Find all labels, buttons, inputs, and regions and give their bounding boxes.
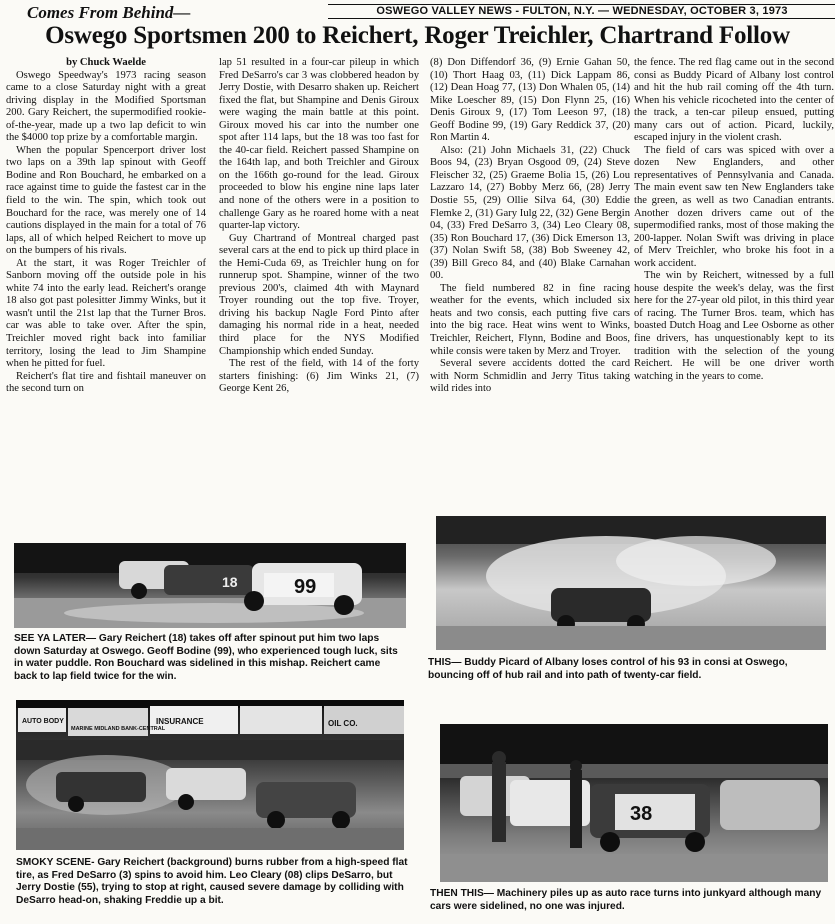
caption-photo-1: SEE YA LATER— Gary Reichert (18) takes off after spinout put him two laps down Saturday at Oswego. Geoff Bodine (99), who experienced tough luck, sits in water puddle. Ron Bouchard was sidelined in this mishap. Reichert came back to lap field twice for the win.: [14, 633, 398, 682]
paragraph: (8) Don Diffendorf 36, (9) Ernie Gahan 50, (10) Thort Haag 03, (11) Dick Lappam 86, (12) Dean Hoag 77, (13) Don Whalen 05, (14) Mike Loescher 89, (15) Don Flynn 25, (16) Denis Giroux 9, (17) Tom Leeson 97, (18) Geoff Bodine 99, (19) Gary Reddick 37, (20) Ron Martin 4.: [430, 57, 630, 144]
paragraph: The rest of the field, with 14 of the forty starters finishing: (6) Jim Winks 21, (7) George Kent 26,: [219, 358, 419, 395]
article-column-4: [634, 57, 834, 535]
sign-auto-body: AUTO BODY: [22, 718, 64, 725]
byline: by Chuck Waelde: [66, 57, 146, 68]
photo-reichert-spinout-image: [14, 543, 406, 628]
caption-photo-3: SMOKY SCENE- Gary Reichert (background) burns rubber from a high-speed flat tire, as Fred DeSarro (3) spins to avoid him. Leo Cleary (08) clips DeSarro, but Jerry Dostie (55), trying to stop at right, caused severe damage by colliding with DeSarro head-on, shaking Freddie up a bit.: [16, 857, 408, 906]
article-column-2: [219, 57, 419, 535]
kicker: Comes From Behind—: [27, 3, 191, 22]
paragraph: Also: (21) John Michaels 31, (22) Chuck Boos 94, (23) Bryan Osgood 09, (24) Steve Fleischer 32, (25) Graeme Bolia 15, (26) Lou Lazzaro 14, (27) Bobby Merz 66, (28) Jerry Dostie 55, (29) Ollie Silva 64, (30) Eddie Flemke 2, (31) Gary Iulg 22, (32) Gene Bergin 04, (33) Fred DeSarro 3, (34) Leo Cleary 08, (35) Ron Bouchard 17, (36) Dick Emerson 13, (37) Nolan Swift 58, (38) Bob Sweeney 42, (39) Bill Greco 84, and (40) Blake Carnahan 00.: [430, 144, 630, 282]
paragraph: lap 51 resulted in a four-car pileup in which Fred DeSarro's car 3 was clobbered headon by Jerry Dostie, with Desarro shaken up. Reichert fixed the flat, but Shampine and Denis Giroux were waging the main battle at this point. Giroux moved his car into the number one spot after 114 laps, but the 18 was too fast for the 40-car field. Reichert passed Shampine on the 164th lap, and both Treichler and Giroux on the 166th go-round for the lead. Giroux proceeded to blow his engine nine laps later and none of the others were in a position to challenge Gary as he roared home with a neat quarter-lap victory.: [219, 57, 419, 232]
article-column-3: [430, 57, 630, 535]
paragraph: At the start, it was Roger Treichler of Sanborn moving off the outside pole in his white 74 into the early lead. Reichert's orange 18 also got past polesitter Jimmy Winks, but it wasn't until the 21st lap that the Turner Bros. car was able to take over. After the spin, Treichler moved right back into familiar territory, losing the lead to Jim Shampine when he pitted for fuel.: [6, 257, 206, 370]
caption-photo-2: THIS— Buddy Picard of Albany loses control of his 93 in consi at Oswego, bouncing off of hub rail and into path of twenty-car field.: [428, 657, 788, 681]
car-number-18: 18: [222, 574, 238, 590]
sign-oil-co: OIL CO.: [328, 719, 358, 728]
photo-picard-crash: [436, 516, 826, 650]
caption-photo-4: THEN THIS— Machinery piles up as auto race turns into junkyard although many cars were sidelined, no one was injured.: [430, 888, 822, 912]
paragraph: The field of cars was spiced with over a dozen New Englanders, and other representatives of Pennsylvania and Canada. The main event saw ten New Englanders take the green, as well as two Canadian entrants. Another dozen drivers came out of the supermodified ranks, most of those making the 200-lapper. Nolan Swift was driving in place of Merv Treichler, who broke his foot in a work accident.: [634, 144, 834, 269]
paragraph: Reichert's flat tire and fishtail maneuver on the second turn on: [6, 370, 206, 395]
photo-junkyard-pileup-image: [440, 724, 828, 882]
masthead: OSWEGO VALLEY NEWS - FULTON, N.Y. — WEDNESDAY, OCTOBER 3, 1973: [328, 4, 835, 19]
sign-bank: MARINE MIDLAND BANK-CENTRAL: [71, 726, 166, 732]
car-number-38: 38: [630, 803, 653, 825]
sign-insurance: INSURANCE: [156, 717, 204, 726]
photo-junkyard-pileup: [440, 724, 828, 882]
paragraph: The win by Reichert, witnessed by a full house despite the week's delay, was the first here for the 27-year old pilot, in this third year of racing. The Turner Bros. team, which has boasted Dutch Hoag and Lee Osborne as other fine drivers, has unquestionably kept to its tradition with the selection of the young Reichert. He will be one driver worth watching in the years to come.: [634, 270, 834, 382]
photo-smoky-scene-image: [16, 700, 404, 850]
paragraph: Oswego Speedway's 1973 racing season came to a close Saturday night with a great driving display in the Modified Sportsman 200. Gary Reichert, the supermodified rookie-of-the-year, made up a two lap deficit to win the $4000 top prize by a comfortable margin.: [6, 69, 206, 144]
photo-smoky-scene: [16, 700, 404, 850]
article-column-1: [6, 57, 206, 535]
headline: Oswego Sportsmen 200 to Reichert, Roger Treichler, Chartrand Follow: [45, 22, 790, 49]
paragraph: the fence. The red flag came out in the second consi as Buddy Picard of Albany lost control and hit the hub rail coming off the 4th turn. When his vehicle ricocheted into the center of the track, a ten-car pileup ensued, putting many cars out of action. Picard, luckily, escaped injury in the violent crash.: [634, 57, 834, 144]
paragraph: Guy Chartrand of Montreal charged past several cars at the end to pick up third place in the Hemi-Cuda 69, as Treichler hung on for runnerup spot. Shampine, winner of the two previous 200's, claimed 4th with Maynard Troyer rounding out the top five. Troyer, driving his backup Nagle Ford Pinto after damaging his normal ride in a heat, needed third place for the NYS Modified Championship which ended Sunday.: [219, 232, 419, 357]
car-number-99: 99: [294, 576, 317, 598]
paragraph: When the popular Spencerport driver lost two laps on a 39th lap spinout with Geoff Bodine and Ron Bouchard, he embarked on a race against time to guide the fastest car in the field to the win. The spin, which took out Bouchard for the race, was merely one of 14 cautions displayed in the main for a total of 76 laps, all of which helped Reichert to move up on the bumpers of his rivals.: [6, 144, 206, 257]
paragraph: Several severe accidents dotted the card with Norm Schmidlin and Jerry Titus taking wild rides into: [430, 358, 630, 395]
photo-reichert-spinout: [14, 543, 406, 628]
photo-picard-crash-image: [436, 516, 826, 650]
paragraph: The field numbered 82 in fine racing weather for the events, which included six heats and two consis, each putting five cars into the big race. Heat wins went to Winks, Treichler, Reichert, Flynn, Bodine and Boos, while consis were taken by Merz and Troyer.: [430, 282, 630, 357]
